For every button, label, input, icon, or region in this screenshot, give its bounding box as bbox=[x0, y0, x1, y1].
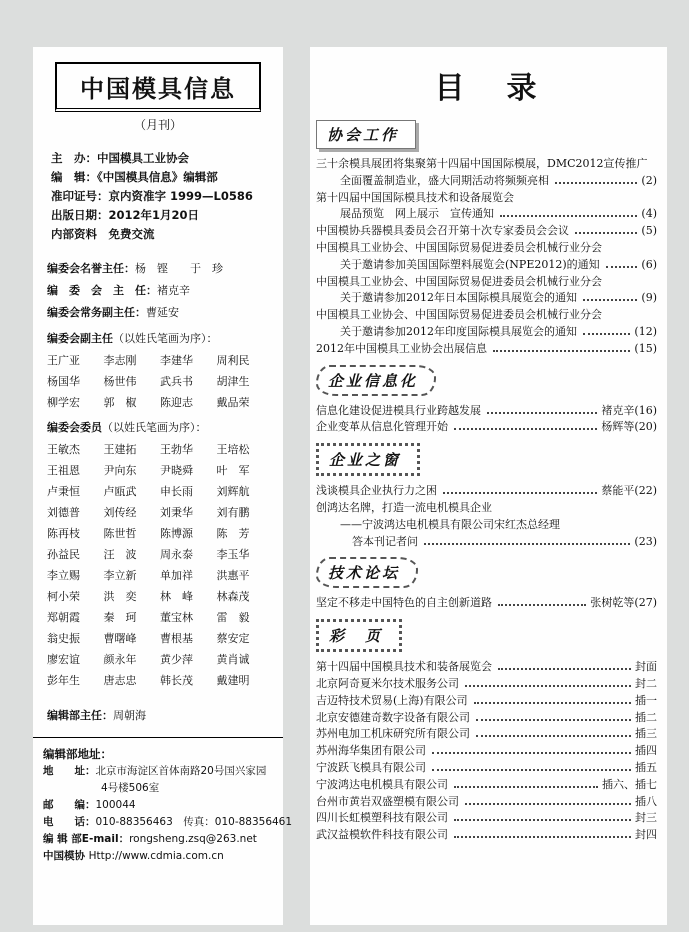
toc-entry-page: 封三 bbox=[635, 811, 657, 825]
address-line-value: 100044 bbox=[95, 799, 136, 811]
toc-entry-line bbox=[316, 710, 657, 727]
toc-entry-text: 关于邀请参加2012年日本国际模具展览会的通知 bbox=[340, 291, 577, 305]
toc-entry-page: 蔡能平(22) bbox=[601, 484, 657, 498]
dot-leader bbox=[583, 299, 637, 301]
dot-leader bbox=[493, 350, 630, 352]
person-name: 刘有鹏 bbox=[216, 506, 250, 519]
person-name: 刘秉华 bbox=[160, 506, 193, 519]
toc-entry-page: 插三 bbox=[635, 727, 657, 741]
person-name: 郑朝霞 bbox=[47, 611, 80, 624]
person-name: 李建华 bbox=[160, 354, 193, 367]
toc-entry-page: 插四 bbox=[635, 744, 657, 758]
toc-entry-text: 企业变革从信息化管理开始 bbox=[316, 420, 448, 434]
address-heading: 编辑部地址： bbox=[43, 747, 112, 761]
toc-entry-line bbox=[316, 240, 657, 257]
toc-entry bbox=[316, 743, 657, 760]
dot-leader bbox=[474, 702, 631, 704]
dot-leader bbox=[500, 215, 637, 217]
masthead-column bbox=[33, 47, 293, 925]
dot-leader bbox=[487, 412, 597, 414]
toc-entry bbox=[316, 500, 657, 550]
address-line bbox=[43, 763, 275, 780]
toc-entry-text: 关于邀请参加美国国际塑料展览会(NPE2012)的通知 bbox=[340, 257, 600, 271]
toc-entry-text: 北京安德建奇数字设备有限公司 bbox=[316, 710, 470, 724]
person-name: 周永泰 bbox=[160, 548, 193, 561]
person-name: 王建拓 bbox=[103, 443, 137, 456]
toc-entry bbox=[316, 307, 657, 341]
editorial-office-address bbox=[43, 746, 293, 865]
person-name: 柳学宏 bbox=[47, 396, 80, 409]
person-name: 林森茂 bbox=[216, 590, 250, 603]
dot-leader bbox=[454, 786, 598, 788]
dot-leader bbox=[432, 769, 631, 771]
address-line-value: 010-88356463 传真：010-88356461 bbox=[95, 816, 293, 828]
toc-entry bbox=[316, 223, 657, 240]
person-name: 陈世哲 bbox=[103, 527, 137, 540]
person-name: 杨世伟 bbox=[103, 375, 137, 388]
person-name: 戴建明 bbox=[216, 674, 250, 687]
toc-section bbox=[316, 358, 657, 437]
committee-officer-row bbox=[47, 705, 283, 727]
toc-entry-page: (4) bbox=[641, 207, 657, 221]
address-line-label: 编 辑 部E-mail： bbox=[43, 833, 130, 845]
person-name: 黄肖诚 bbox=[216, 653, 250, 666]
toc-entry-line bbox=[316, 483, 657, 500]
toc-entry bbox=[316, 710, 657, 727]
person-name: 唐志忠 bbox=[103, 674, 137, 687]
person-name: 陈博源 bbox=[160, 527, 193, 540]
person-name: 王培松 bbox=[216, 443, 250, 456]
toc-entry-line bbox=[316, 676, 657, 693]
toc-entry bbox=[316, 827, 657, 844]
committee-role-label: 编委会常务副主任： bbox=[47, 306, 146, 319]
toc-entry bbox=[316, 274, 657, 308]
toc-entry-page: (2) bbox=[641, 173, 657, 187]
dot-leader bbox=[465, 803, 631, 805]
person-name: 王勃华 bbox=[160, 443, 193, 456]
magazine-title-box bbox=[55, 62, 261, 112]
toc-entry-text: 关于邀请参加2012年印度国际模具展览会的通知 bbox=[340, 324, 577, 338]
toc-entry-text: 台州市黄岩双盛塑模有限公司 bbox=[316, 794, 459, 808]
toc-entry bbox=[316, 760, 657, 777]
toc-entry-text: 浅谈模具企业执行力之困 bbox=[316, 484, 437, 498]
toc-entry bbox=[316, 419, 657, 436]
dot-leader bbox=[443, 492, 597, 494]
committee-members-list bbox=[47, 439, 273, 691]
editorial-office-director bbox=[47, 705, 283, 727]
person-name: 武兵书 bbox=[160, 375, 193, 388]
person-name: 秦 珂 bbox=[103, 611, 137, 624]
toc-entry-text: 中国模协兵器模具委员会召开第十次专家委员会会议 bbox=[316, 224, 569, 238]
toc-entry-page: 插一 bbox=[635, 693, 657, 707]
person-name: 黄少萍 bbox=[160, 653, 193, 666]
address-line-value: 4号楼506室 bbox=[101, 782, 160, 794]
committee-role-label: 编辑部主任： bbox=[47, 709, 113, 722]
committee-role-label: 编委会名誉主任： bbox=[47, 262, 135, 275]
person-name: 洪惠平 bbox=[216, 569, 250, 582]
publication-info-line: 内部资料 免费交流 bbox=[51, 227, 155, 241]
toc-entry-text: 宁波跃飞模具有限公司 bbox=[316, 760, 426, 774]
toc-entry-text: 2012年中国模具工业协会出展信息 bbox=[316, 341, 487, 355]
dot-leader bbox=[555, 182, 637, 184]
toc-entry-line bbox=[316, 693, 657, 710]
person-name: 叶 军 bbox=[216, 464, 250, 477]
dot-leader bbox=[454, 428, 597, 430]
person-name: 王祖恩 bbox=[47, 464, 80, 477]
toc-entry-line bbox=[316, 274, 657, 291]
dot-leader bbox=[424, 543, 630, 545]
toc-section bbox=[316, 436, 657, 550]
toc-entry-page: (15) bbox=[634, 341, 657, 355]
address-lines bbox=[43, 763, 293, 865]
toc-section-header: 协会工作 bbox=[316, 120, 416, 149]
editorial-committee-officers bbox=[47, 258, 283, 324]
dot-leader bbox=[583, 333, 630, 335]
toc-entry bbox=[316, 794, 657, 811]
person-name: 刘传经 bbox=[103, 506, 137, 519]
magazine-subtitle: （月刊） bbox=[133, 118, 182, 132]
person-name: 杨国华 bbox=[47, 375, 80, 388]
magazine-title: 中国模具信息 bbox=[80, 75, 236, 103]
toc-entry-text: 三十余模具展团将集聚第十四届中国国际模展，DMC2012宣传推广 bbox=[316, 157, 648, 170]
person-name: 曹根基 bbox=[160, 632, 193, 645]
toc-entry bbox=[316, 676, 657, 693]
toc-entry-line bbox=[316, 534, 657, 551]
toc-entry-text: 坚定不移走中国特色的自主创新道路 bbox=[316, 596, 492, 610]
person-name: 彭年生 bbox=[47, 674, 80, 687]
dot-leader bbox=[575, 232, 637, 234]
toc-entry-line bbox=[316, 500, 657, 517]
dot-leader bbox=[476, 735, 631, 737]
toc-section bbox=[316, 550, 657, 612]
person-name: 郭 椒 bbox=[103, 396, 137, 409]
toc-entry-text: 苏州电加工机床研究所有限公司 bbox=[316, 727, 470, 741]
toc-section-header: 企业之窗 bbox=[316, 443, 420, 476]
person-name: 王敏杰 bbox=[47, 443, 80, 456]
toc-entry-line bbox=[316, 827, 657, 844]
publication-info-line: 编 辑：《中国模具信息》编辑部 bbox=[51, 170, 218, 184]
toc-entry-line bbox=[316, 206, 657, 223]
person-name: 尹晓舜 bbox=[160, 464, 193, 477]
dot-leader bbox=[498, 668, 631, 670]
toc-entry-page: 封面 bbox=[635, 660, 657, 674]
deputy-directors-heading bbox=[47, 328, 283, 350]
toc-entry bbox=[316, 341, 657, 358]
toc-entry-line bbox=[316, 726, 657, 743]
person-name: 王广亚 bbox=[47, 354, 80, 367]
toc-entry-page: (6) bbox=[641, 257, 657, 271]
address-line-value: rongsheng.zsq@263.net bbox=[129, 833, 257, 845]
toc-entry-page: (23) bbox=[634, 534, 657, 548]
committee-officer-row bbox=[47, 258, 283, 280]
toc-section-header: 企业信息化 bbox=[316, 365, 436, 396]
address-line bbox=[43, 797, 275, 814]
person-name: 蔡安定 bbox=[216, 632, 250, 645]
toc-entry-text: 第十四届中国国际模具技术和设备展览会 bbox=[316, 190, 514, 204]
toc-entry-text: 苏州海华集团有限公司 bbox=[316, 744, 426, 758]
toc-entry-page: 封二 bbox=[635, 676, 657, 690]
toc-entry bbox=[316, 659, 657, 676]
person-name: 雷 毅 bbox=[216, 611, 250, 624]
heading-bold-part: 编委会副主任 bbox=[47, 332, 113, 345]
address-line bbox=[43, 780, 275, 797]
publication-info-line: 主 办：中国模具工业协会 bbox=[51, 151, 189, 165]
committee-officer-names: 曹延安 bbox=[146, 306, 179, 319]
toc-entry bbox=[316, 693, 657, 710]
dot-leader bbox=[498, 604, 586, 606]
toc-entry-line bbox=[316, 324, 657, 341]
person-name: 汪 波 bbox=[103, 548, 137, 561]
person-name: 颜永年 bbox=[103, 653, 137, 666]
toc-entry-line bbox=[316, 760, 657, 777]
person-name: 廖宏谊 bbox=[47, 653, 80, 666]
toc-entry-line bbox=[316, 419, 657, 436]
toc-entry-line bbox=[316, 190, 657, 207]
address-line-value: 北京市海淀区首体南路20号国兴家园 bbox=[95, 765, 267, 777]
heading-normal-part: （以姓氏笔画为序）： bbox=[113, 332, 218, 345]
toc-entry-line bbox=[316, 257, 657, 274]
toc-entry-line bbox=[316, 173, 657, 190]
person-name: 周利民 bbox=[216, 354, 250, 367]
deputy-directors-list bbox=[47, 350, 273, 413]
toc-entry-text: 创鸿达名牌，打造一流电机模具企业 bbox=[316, 500, 492, 514]
person-name: 尹向东 bbox=[103, 464, 137, 477]
person-name: 申长雨 bbox=[160, 485, 193, 498]
toc-entry bbox=[316, 190, 657, 224]
toc-entry-text: 宁波鸿达电机模具有限公司 bbox=[316, 777, 448, 791]
toc-entry bbox=[316, 777, 657, 794]
person-name: 曹曙峰 bbox=[103, 632, 137, 645]
toc-section bbox=[316, 612, 657, 844]
section-divider-line bbox=[33, 737, 283, 738]
person-name: 戴品荣 bbox=[216, 396, 250, 409]
toc-entry-page: 插五 bbox=[635, 760, 657, 774]
person-name: 李玉华 bbox=[216, 548, 250, 561]
committee-role-label: 编 委 会 主 任： bbox=[47, 284, 157, 297]
toc-entry-line bbox=[316, 777, 657, 794]
address-line bbox=[43, 814, 293, 831]
table-of-contents-column bbox=[310, 47, 667, 925]
person-name: 刘辉航 bbox=[216, 485, 250, 498]
toc-entry-page: 插二 bbox=[635, 710, 657, 724]
person-name: 刘德普 bbox=[47, 506, 80, 519]
toc-entry-line bbox=[316, 341, 657, 358]
toc-entry-page: 褚克辛(16) bbox=[601, 403, 657, 417]
publication-info-line: 出版日期：2012年1月20日 bbox=[51, 208, 200, 222]
publication-info-line: 准印证号：京内资准字 1999—L0586 bbox=[51, 189, 253, 203]
toc-section-header: 彩 页 bbox=[316, 619, 402, 652]
toc-entry-page: 杨辉等(20) bbox=[601, 420, 657, 434]
committee-officer-names: 褚克辛 bbox=[157, 284, 190, 297]
toc-entry-line bbox=[316, 307, 657, 324]
address-line bbox=[43, 848, 275, 865]
toc-sections bbox=[310, 107, 667, 844]
toc-entry-text: 中国模具工业协会、中国国际贸易促进委员会机械行业分会 bbox=[316, 274, 602, 288]
toc-entry-line bbox=[316, 794, 657, 811]
committee-officer-names: 杨 铿 于 珍 bbox=[135, 262, 223, 275]
toc-entry-page: (9) bbox=[641, 291, 657, 305]
toc-entry-page: (12) bbox=[634, 324, 657, 338]
person-name: 翁史振 bbox=[47, 632, 80, 645]
toc-entry-text: 武汉益模软件科技有限公司 bbox=[316, 828, 448, 842]
toc-entry bbox=[316, 726, 657, 743]
person-name: 卢瓯武 bbox=[103, 485, 137, 498]
address-line-value: Http://www.cdmia.com.cn bbox=[88, 850, 224, 862]
person-name: 洪 奕 bbox=[103, 590, 137, 603]
toc-entry-line bbox=[316, 290, 657, 307]
address-line-label: 中国模协 bbox=[43, 850, 89, 862]
toc-entry-line bbox=[316, 223, 657, 240]
toc-entry-line bbox=[316, 517, 657, 534]
toc-entry-text: 信息化建设促进模具行业跨越发展 bbox=[316, 403, 481, 417]
committee-officer-row bbox=[47, 280, 283, 302]
heading-bold-part: 编委会委员 bbox=[47, 421, 102, 434]
person-name: 李立赐 bbox=[47, 569, 80, 582]
toc-section bbox=[316, 113, 657, 358]
toc-entry-page: 插八 bbox=[635, 794, 657, 808]
toc-entry-text: 中国模具工业协会、中国国际贸易促进委员会机械行业分会 bbox=[316, 308, 602, 322]
toc-entry bbox=[316, 483, 657, 500]
person-name: 卢秉恒 bbox=[47, 485, 80, 498]
toc-entry-text: ——宁波鸿达电机模具有限公司宋红杰总经理 bbox=[340, 517, 560, 531]
toc-entry bbox=[316, 810, 657, 827]
person-name: 陈迎志 bbox=[160, 396, 193, 409]
toc-entry bbox=[316, 403, 657, 420]
person-name: 陈再枝 bbox=[47, 527, 80, 540]
person-name: 董宝林 bbox=[160, 611, 193, 624]
person-name: 李志刚 bbox=[103, 354, 137, 367]
toc-entry-line bbox=[316, 595, 657, 612]
toc-entry-line bbox=[316, 156, 657, 173]
toc-entry-text: 第十四届中国模具技术和装备展览会 bbox=[316, 660, 492, 674]
toc-entry bbox=[316, 595, 657, 612]
person-name: 孙益民 bbox=[47, 548, 80, 561]
toc-entry-text: 四川长虹模塑科技有限公司 bbox=[316, 811, 448, 825]
toc-entry-page: 封四 bbox=[635, 828, 657, 842]
dot-leader bbox=[476, 719, 631, 721]
toc-section-header: 技术论坛 bbox=[316, 557, 418, 588]
toc-entry-line bbox=[316, 659, 657, 676]
toc-entry-page: 插六、插七 bbox=[602, 777, 657, 791]
committee-officer-names: 周朝海 bbox=[113, 709, 146, 722]
address-line-label: 电 话： bbox=[43, 816, 96, 828]
person-name: 林 峰 bbox=[160, 590, 193, 603]
dot-leader bbox=[606, 266, 638, 268]
toc-entry-line bbox=[316, 403, 657, 420]
person-name: 柯小荣 bbox=[47, 590, 80, 603]
toc-entry-text: 答本刊记者问 bbox=[352, 534, 418, 548]
toc-entry bbox=[316, 156, 657, 190]
person-name: 单加祥 bbox=[160, 569, 193, 582]
dot-leader bbox=[454, 819, 631, 821]
toc-entry bbox=[316, 240, 657, 274]
toc-entry-line bbox=[316, 810, 657, 827]
address-line-label: 邮 编： bbox=[43, 799, 96, 811]
toc-entry-line bbox=[316, 743, 657, 760]
toc-entry-text: 展品预览 网上展示 宣传通知 bbox=[340, 207, 494, 221]
toc-entry-text: 中国模具工业协会、中国国际贸易促进委员会机械行业分会 bbox=[316, 240, 602, 254]
toc-entry-text: 北京阿奇夏米尔技术服务公司 bbox=[316, 676, 459, 690]
person-name: 李立新 bbox=[103, 569, 137, 582]
heading-normal-part: （以姓氏笔画为序）： bbox=[102, 421, 207, 434]
toc-entry-text: 全面覆盖制造业，盛大同期活动将频频亮相 bbox=[340, 173, 549, 187]
committee-members-heading bbox=[47, 417, 283, 439]
toc-entry-page: 张树乾等(27) bbox=[590, 596, 657, 610]
address-line bbox=[43, 831, 275, 848]
toc-entry-text: 吉迈特技术贸易(上海)有限公司 bbox=[316, 693, 468, 707]
publication-info bbox=[51, 149, 283, 244]
person-name: 陈 芳 bbox=[216, 527, 250, 540]
committee-officer-row bbox=[47, 302, 283, 324]
person-name: 胡津生 bbox=[216, 375, 250, 388]
toc-title: 目 录 bbox=[434, 71, 543, 106]
person-name: 韩长茂 bbox=[160, 674, 193, 687]
dot-leader bbox=[432, 752, 631, 754]
dot-leader bbox=[465, 685, 631, 687]
dot-leader bbox=[454, 836, 631, 838]
address-line-label: 地 址： bbox=[43, 765, 96, 777]
toc-entry-page: (5) bbox=[641, 224, 657, 238]
